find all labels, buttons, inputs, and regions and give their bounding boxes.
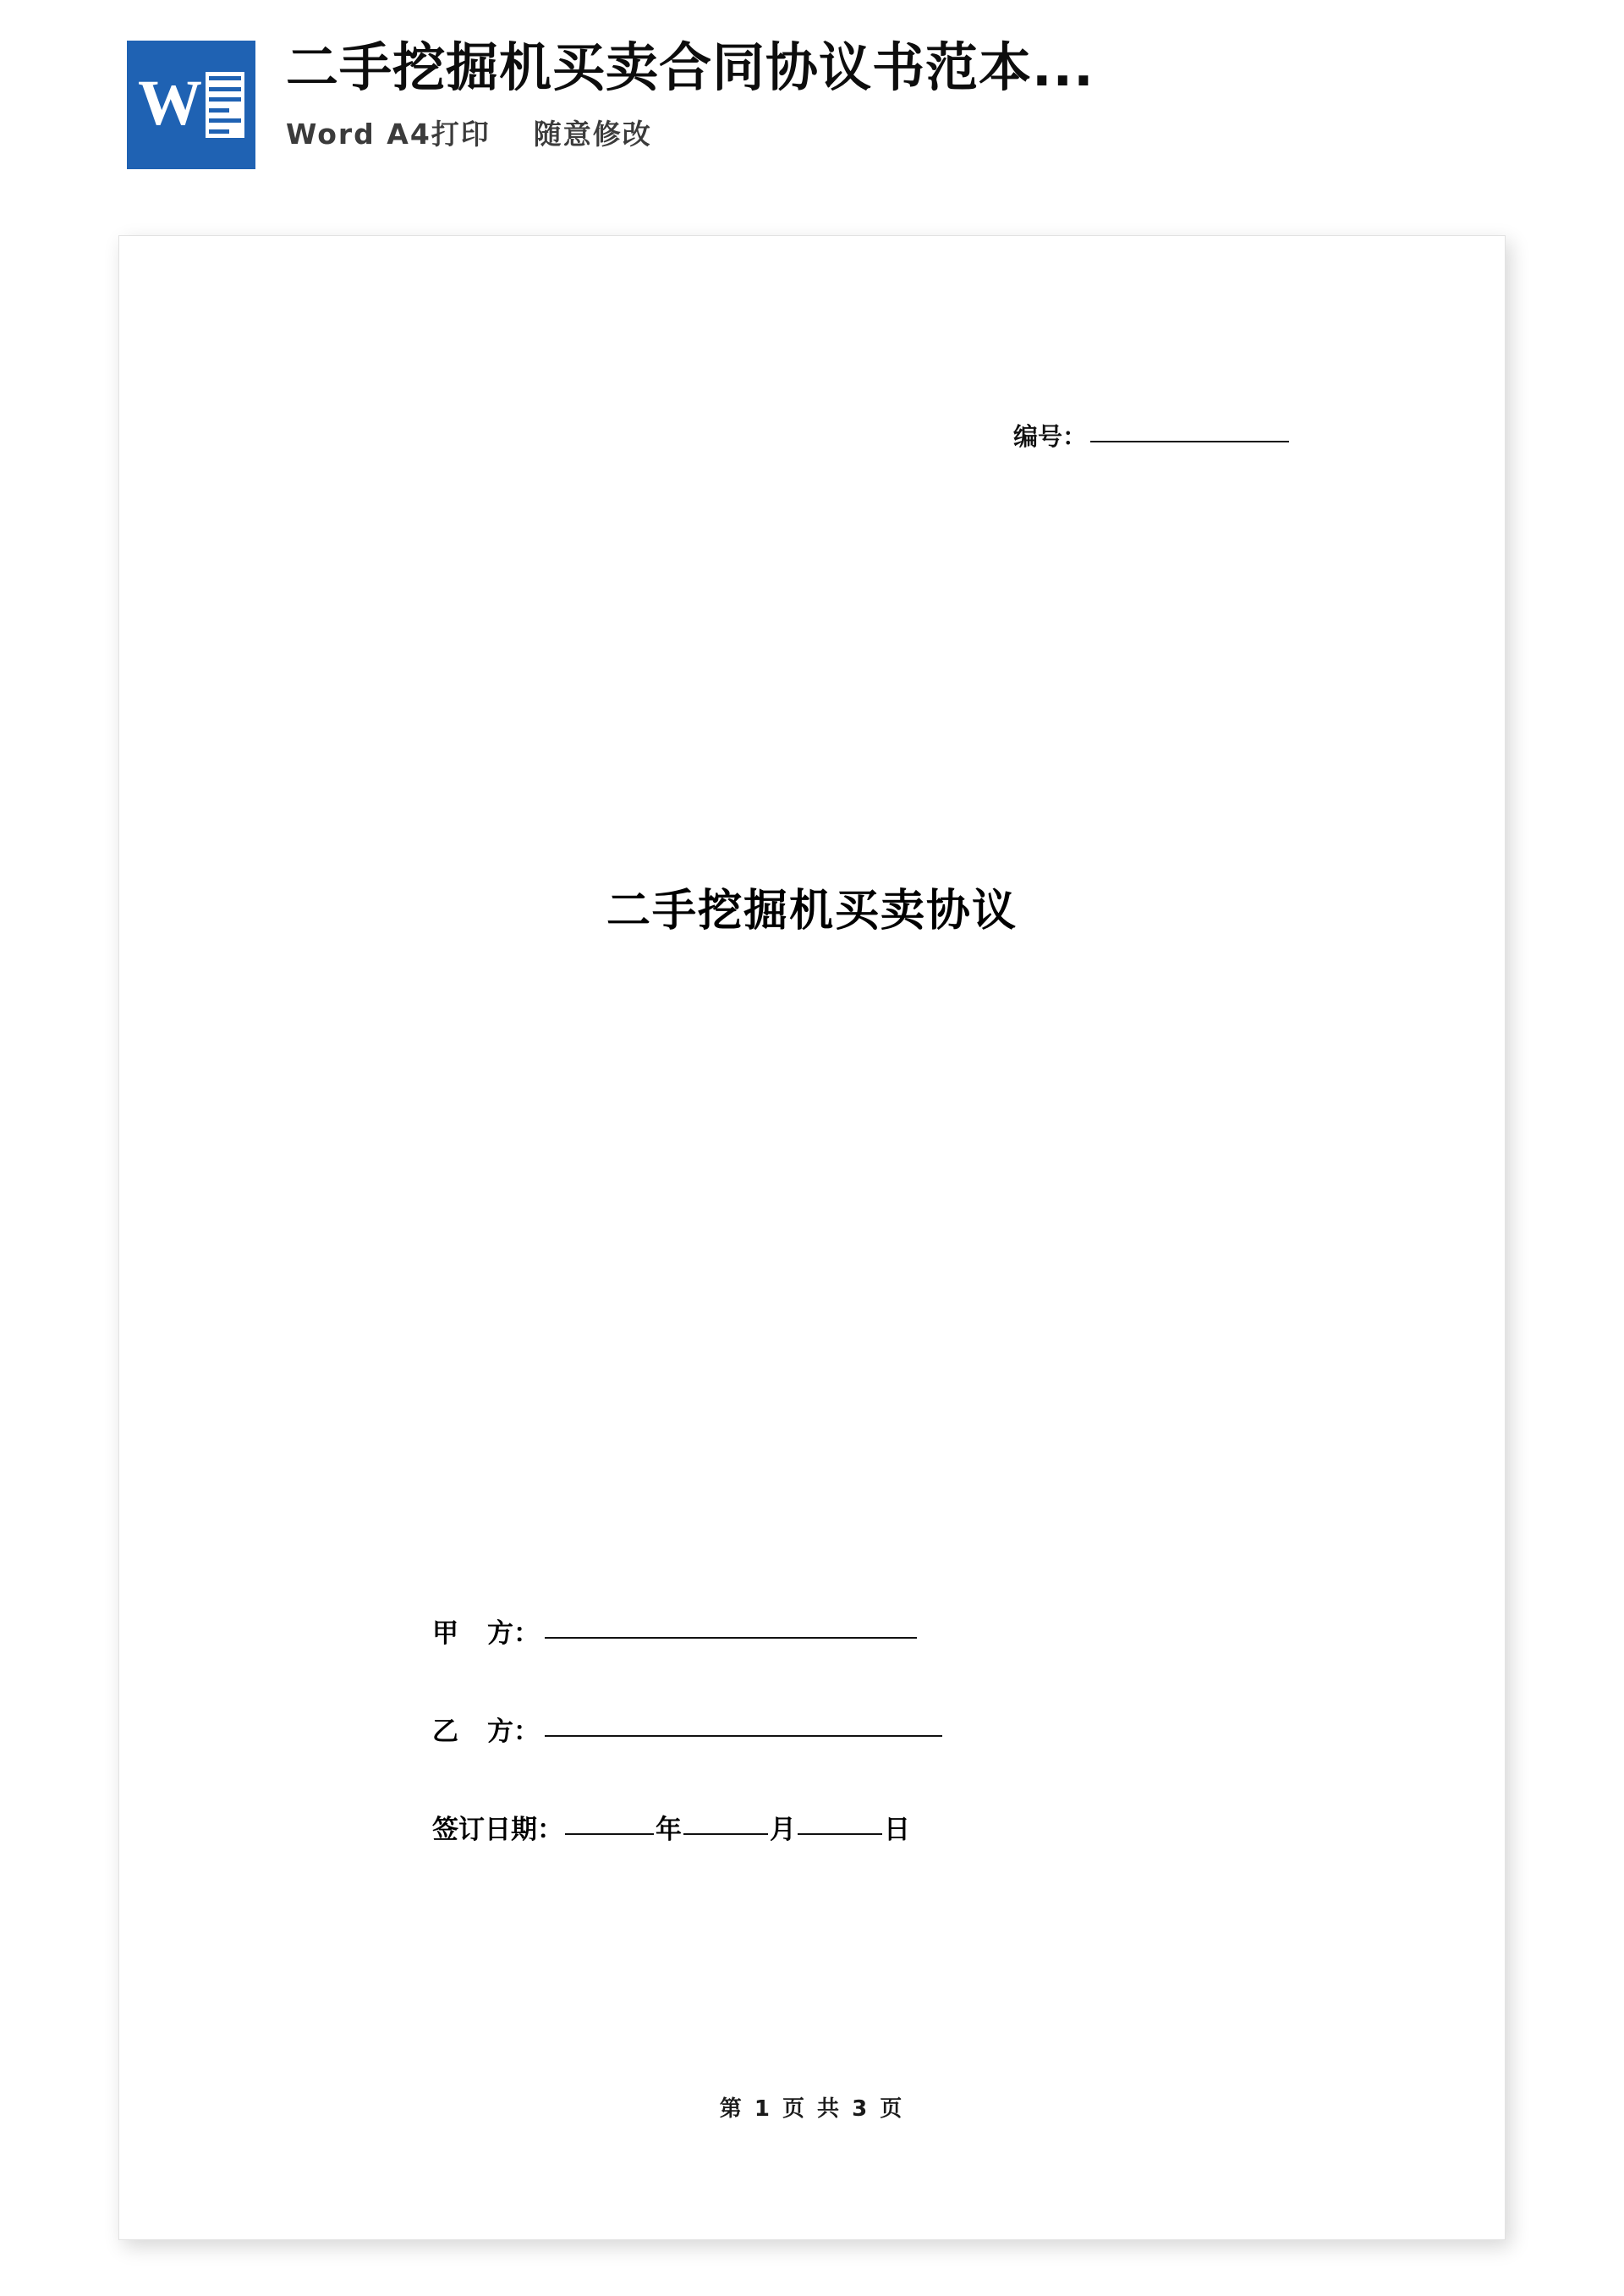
serial-number-label: 编号： xyxy=(1012,422,1087,451)
sign-date-day-unit: 日 xyxy=(884,1815,910,1846)
footer-middle: 页 共 xyxy=(782,2096,842,2122)
party-b-blank xyxy=(545,1735,942,1737)
party-a-blank xyxy=(545,1637,917,1639)
page-title: 二手挖掘机买卖协议 xyxy=(606,886,1018,937)
footer-prefix: 第 xyxy=(719,2096,744,2122)
header-title: 二手挖掘机买卖合同协议书范本... xyxy=(286,36,1095,98)
header-subtitle xyxy=(286,113,1095,152)
sign-date-year-blank xyxy=(565,1833,654,1835)
party-a-row xyxy=(432,1619,942,1648)
sign-date-month-unit: 月 xyxy=(770,1815,796,1846)
page-footer xyxy=(119,2091,1505,2123)
document-page xyxy=(118,235,1506,2240)
page-header xyxy=(0,0,1624,218)
header-subtitle-right: 随意修改 xyxy=(533,118,652,151)
sign-date-year-unit: 年 xyxy=(656,1815,682,1846)
footer-suffix: 页 xyxy=(880,2096,905,2122)
document-body xyxy=(119,236,1505,2239)
word-logo-lines xyxy=(206,72,244,138)
sign-date-row xyxy=(432,1815,942,1844)
sign-date-day-blank xyxy=(798,1833,882,1835)
party-b-row xyxy=(432,1717,942,1746)
serial-number-field xyxy=(1013,418,1289,453)
sign-date-label: 签订日期： xyxy=(432,1815,563,1846)
footer-current-page: 1 xyxy=(754,2096,772,2122)
header-text-block xyxy=(286,37,1095,152)
header-subtitle-left: Word A4打印 xyxy=(286,118,491,151)
word-document-icon xyxy=(127,41,255,169)
word-logo-letter: W xyxy=(138,68,202,139)
serial-number-blank xyxy=(1090,441,1289,442)
sign-date-month-blank xyxy=(683,1833,768,1835)
party-a-label: 甲 方： xyxy=(432,1618,540,1649)
signature-block xyxy=(432,1619,942,1844)
party-b-label: 乙 方： xyxy=(432,1717,540,1748)
footer-total-pages: 3 xyxy=(852,2096,870,2122)
